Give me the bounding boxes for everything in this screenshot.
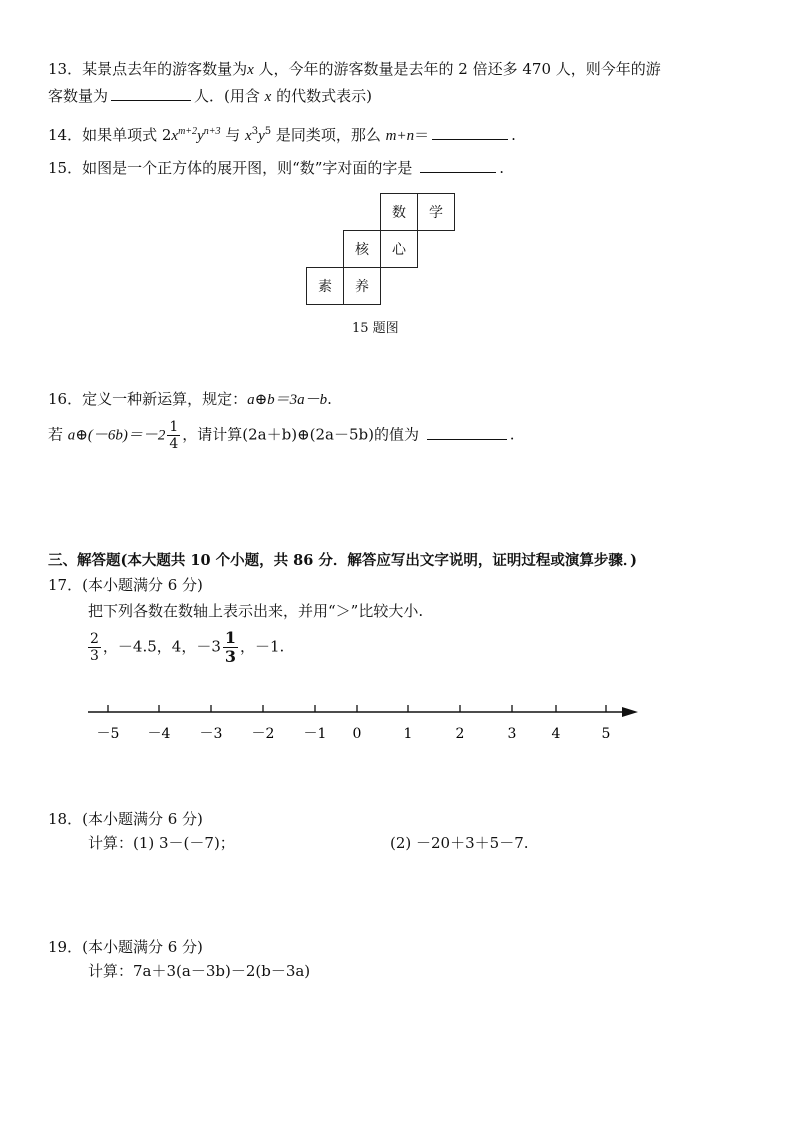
axis-tick-label: －2 (251, 726, 275, 742)
q17-header: 17．(本小题满分 6 分) (48, 576, 203, 594)
q13-text-e: 的代数式表示) (276, 87, 372, 105)
q17-numbers (86, 630, 284, 665)
q17-numbers-mid: ，－4.5，4，－3 (102, 637, 221, 656)
q16-fraction (167, 420, 180, 451)
q14-exp2: n+3 (203, 126, 221, 137)
q16-frac-den: 4 (169, 436, 179, 452)
section-3-heading: 三、解答题(本大题共 10 个小题，共 86 分．解答应写出文字说明，证明过程或演算步骤．) (48, 552, 638, 569)
net-cell-xin: 心 (380, 230, 418, 268)
arrow-right-icon (622, 707, 638, 717)
q16-line1 (48, 390, 332, 409)
q14-text-b: 与 (220, 126, 246, 144)
q13-text-b: 人，今年的游客数量是去年的 2 倍还多 470 人，则今年的游 (253, 60, 661, 78)
q13-text-c: 客数量为 (48, 87, 109, 105)
axis-tick-label: －3 (199, 726, 223, 742)
q15-line (48, 158, 504, 177)
q14-answer-blank[interactable] (432, 125, 508, 140)
axis-tick-label: 1 (403, 726, 413, 742)
net-cell-xue: 学 (417, 193, 455, 231)
q16-text-c: ，请计算(2a＋b)⊕(2a－5b)的值为 (182, 425, 419, 444)
q18-header: 18．(本小题满分 6 分) (48, 810, 203, 828)
q16-dot: . (327, 390, 332, 408)
q16-frac-num: 1 (169, 419, 179, 435)
q15-end: . (499, 159, 504, 177)
q13-line2 (48, 86, 372, 106)
q15-caption: 15 题图 (352, 321, 399, 336)
q14-exp4: 5 (264, 126, 272, 137)
q13-text-a: 13．某景点去年的游客数量为 (48, 60, 248, 78)
q19-header: 19．(本小题满分 6 分) (48, 938, 203, 956)
q14-exp1: m+2 (178, 126, 198, 137)
q17-instruction: 把下列各数在数轴上表示出来，并用“＞”比较大小. (88, 602, 424, 620)
q13-text-d: 人．(用含 (194, 87, 260, 105)
q13-var-x2: x (264, 89, 272, 105)
axis-tick-label: 5 (601, 726, 611, 742)
q13-var-x: x (247, 62, 254, 78)
number-line[interactable] (0, 690, 794, 760)
axis-tick-label: －5 (96, 726, 120, 742)
q14-exp3: 3 (251, 126, 259, 137)
q14-text-c: 是同类项，那么 (271, 126, 386, 144)
net-cell-su: 素 (306, 267, 344, 305)
net-cell-shu: 数 (380, 193, 418, 231)
q14-equals: ＝ (414, 126, 430, 144)
q16-end: . (509, 425, 515, 444)
axis-tick-label: 3 (507, 726, 517, 742)
q17-frac-one-third: $\frac{1}{3}$ (224, 628, 237, 666)
q14-x: x (171, 128, 179, 144)
q15-text: 15．如图是一个正方体的展开图，则“数”字对面的字是 (48, 159, 413, 177)
axis-tick-label: 2 (455, 726, 465, 742)
q14-y2: y (258, 128, 265, 144)
q14-x2: x (245, 128, 252, 144)
q16-line2 (48, 420, 515, 451)
q14-line (48, 125, 516, 145)
q14-text-a: 14．如果单项式 2 (48, 126, 172, 144)
q16-answer-blank[interactable] (427, 425, 507, 440)
axis-tick-label: －4 (147, 726, 171, 742)
q14-y: y (197, 128, 204, 144)
q16-condition: a⊕(－6b)＝－2 (67, 427, 166, 444)
net-cell-yang: 养 (343, 267, 381, 305)
q17-frac-two-thirds: $\frac{2}{3}$ (90, 631, 99, 664)
axis-tick-label: 4 (551, 726, 561, 742)
q18-part2: (2) －20＋3＋5－7. (390, 834, 529, 852)
q19-expression: 计算：7a＋3(a－3b)－2(b－3a) (88, 962, 311, 980)
q14-mn: m+n (385, 128, 415, 144)
axis-tick-label: 0 (352, 726, 362, 742)
q17-numbers-tail: ，－1. (240, 637, 285, 656)
q13-answer-blank[interactable] (111, 86, 191, 101)
q18-part1: 计算：(1) 3－(－7)； (88, 834, 235, 852)
q14-end: . (511, 126, 516, 144)
q16-definition: a⊕b＝3a－b (247, 392, 328, 408)
axis-tick-label: －1 (303, 726, 327, 742)
q16-text-b: 若 (48, 425, 68, 444)
q16-text-a: 16．定义一种新运算，规定： (48, 390, 248, 408)
q13-line1 (48, 60, 661, 79)
q15-answer-blank[interactable] (420, 158, 496, 173)
net-cell-he: 核 (343, 230, 381, 268)
